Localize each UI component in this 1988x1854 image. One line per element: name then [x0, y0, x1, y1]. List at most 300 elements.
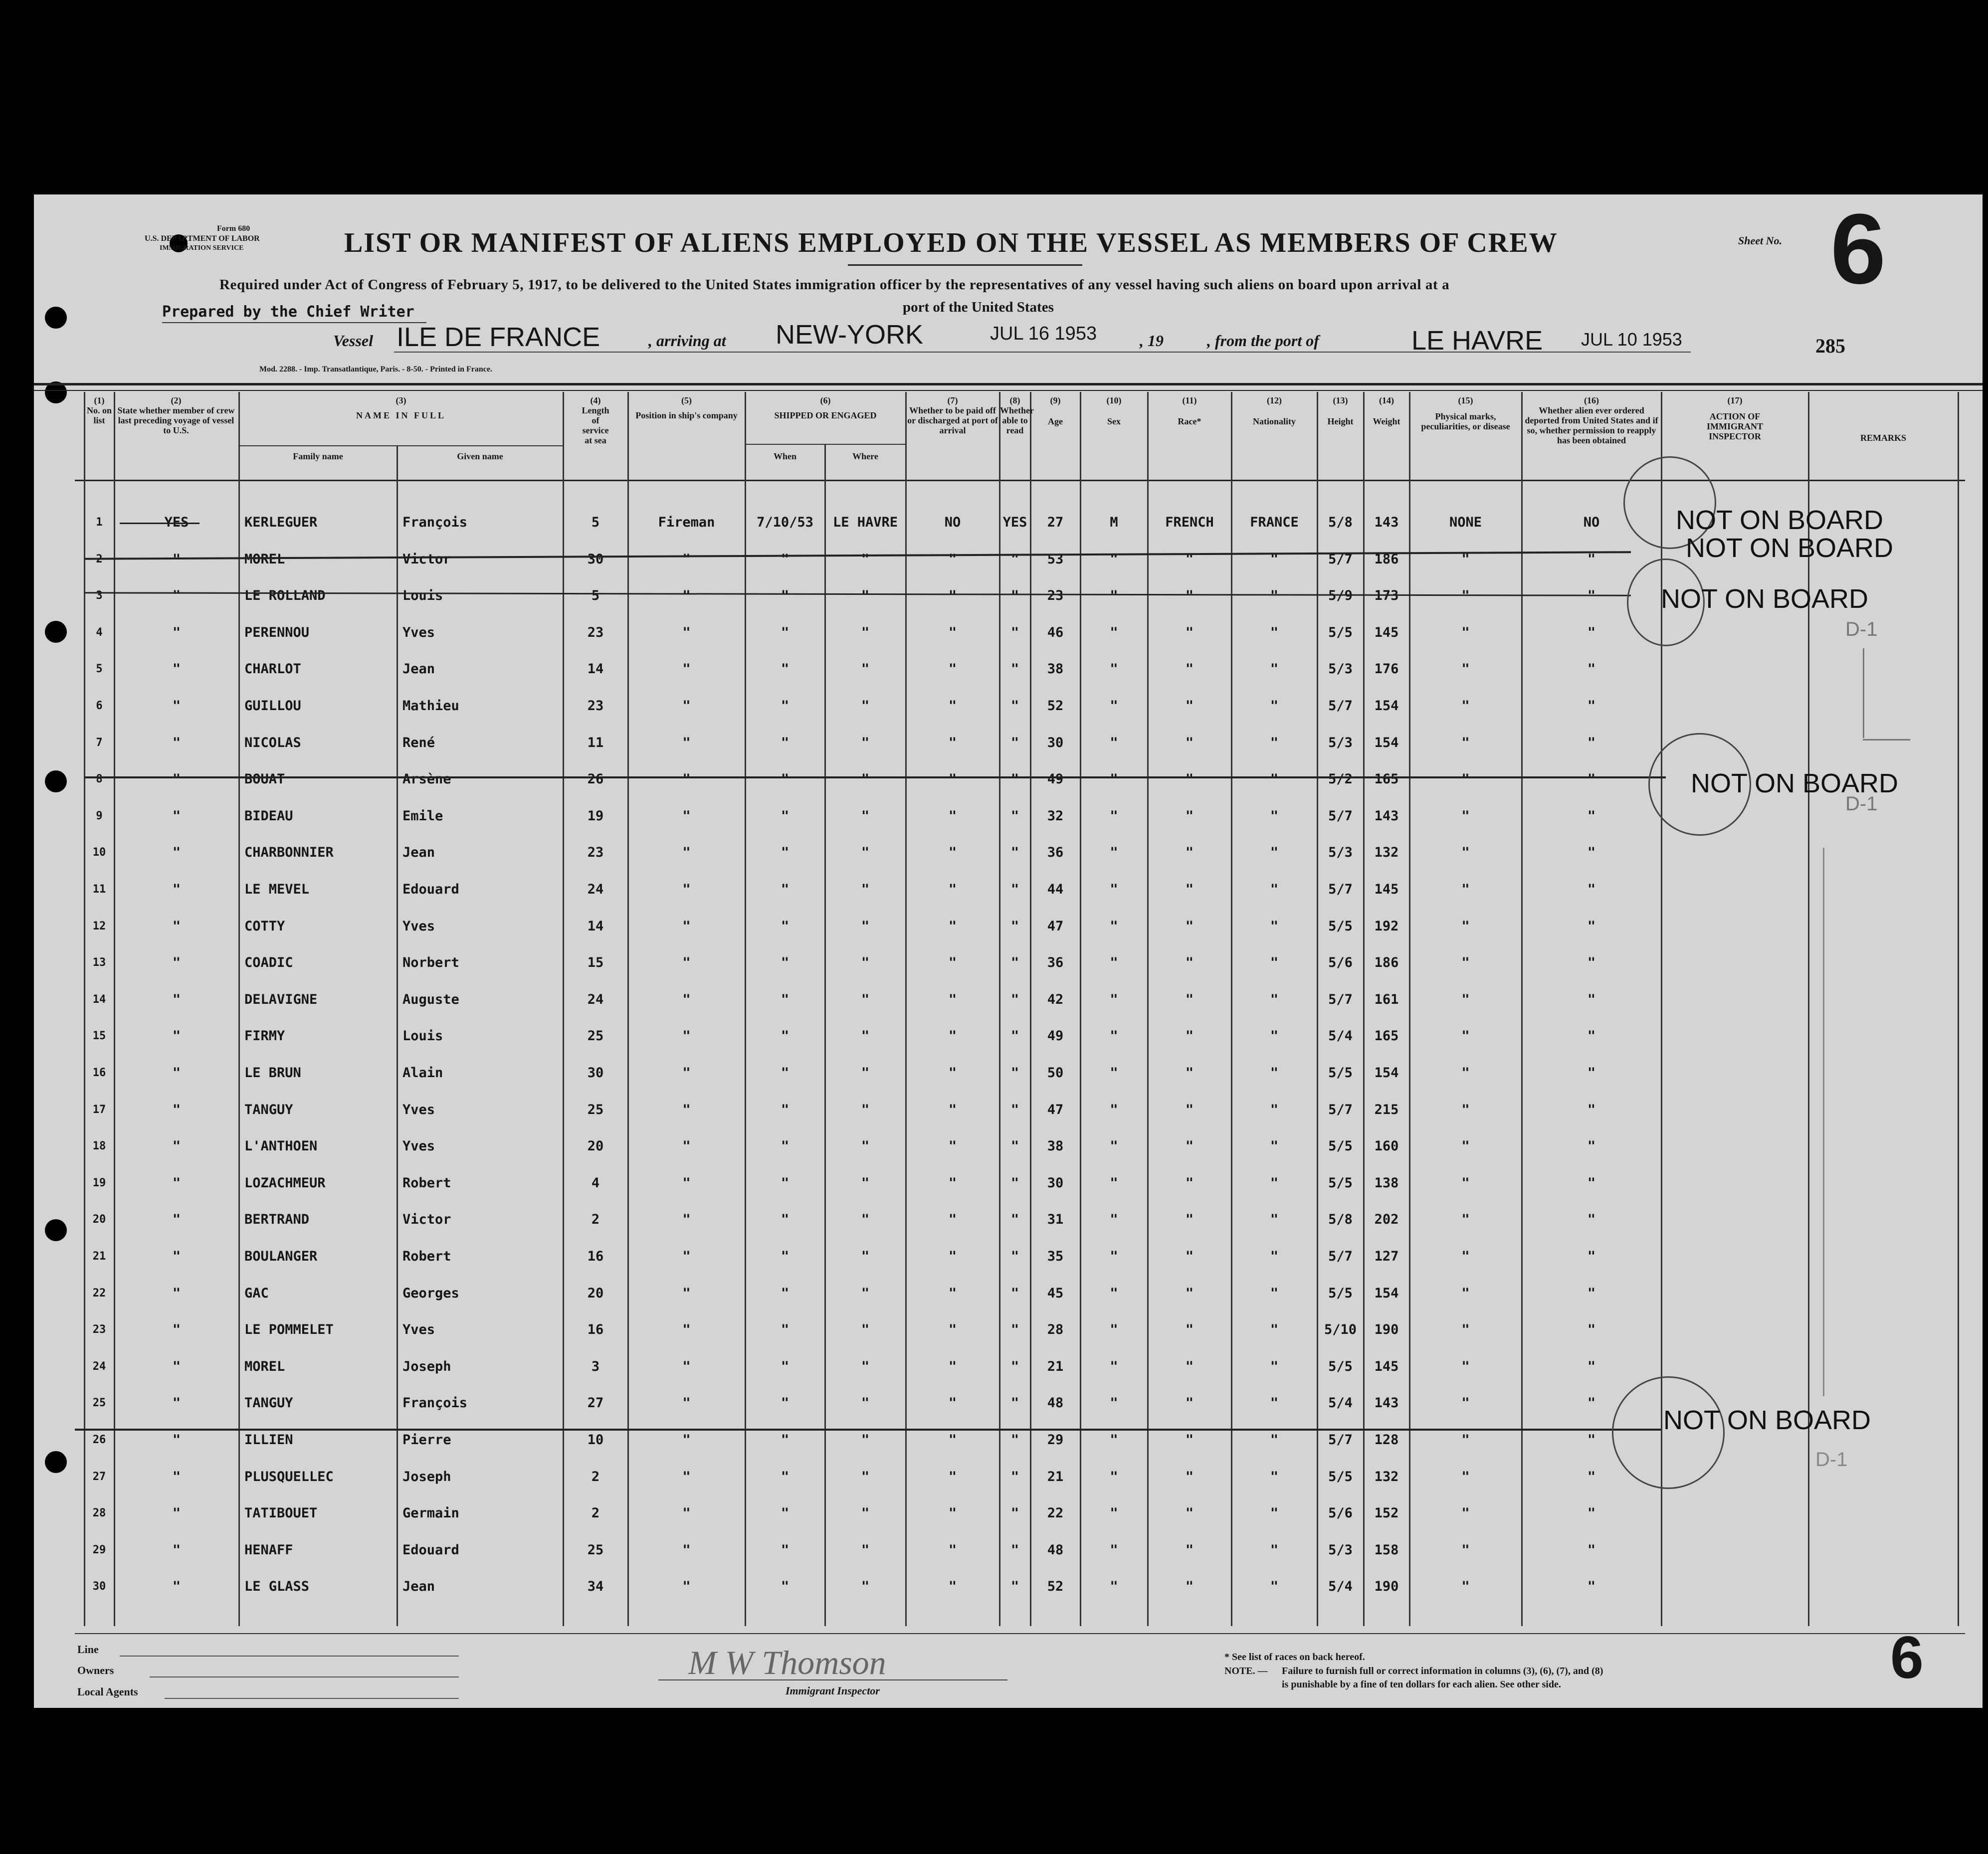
cell-marks: "	[1461, 735, 1470, 750]
col9-header	[1031, 395, 1080, 426]
footer-rule	[165, 1698, 459, 1699]
col8-num: (8)	[1009, 395, 1020, 405]
cell-deported: "	[1587, 1285, 1596, 1301]
cell-given: Robert	[402, 1175, 451, 1191]
cell-when: "	[781, 588, 790, 604]
col6-num: (6)	[820, 395, 831, 405]
cell-height: 5/8	[1328, 1212, 1353, 1228]
footer-rule	[150, 1676, 459, 1677]
cell-nat: "	[1270, 1505, 1279, 1521]
cell-race: "	[1185, 771, 1194, 787]
cell-deported: "	[1587, 845, 1596, 861]
cell-sex: M	[1110, 515, 1118, 530]
col8-header	[1000, 395, 1034, 435]
strike-row-8	[85, 776, 1666, 778]
cell-nat: "	[1270, 1542, 1279, 1558]
cell-prev: "	[172, 1212, 181, 1228]
cell-read: "	[1010, 1285, 1019, 1301]
cell-prev: "	[172, 1102, 181, 1117]
cell-age: 46	[1047, 624, 1064, 640]
cell-position: "	[682, 735, 691, 750]
cell-age: 53	[1047, 551, 1064, 567]
cell-where: "	[861, 698, 870, 714]
cell-when: "	[781, 808, 790, 824]
cell-deported: "	[1587, 1469, 1596, 1484]
cell-family: TANGUY	[244, 1395, 293, 1411]
cell-prev: "	[172, 845, 181, 861]
cell-height: 5/3	[1328, 1542, 1353, 1558]
cell-nat: "	[1270, 918, 1279, 934]
cell-weight: 165	[1374, 771, 1399, 787]
cell-read: "	[1010, 1505, 1019, 1521]
cell-read: "	[1010, 771, 1019, 787]
not-on-board-stamp-2: NOT ON BOARD	[1686, 533, 1894, 563]
cell-race: "	[1185, 1102, 1194, 1117]
cell-family: MOREL	[244, 1358, 285, 1374]
cell-race: "	[1185, 1175, 1194, 1191]
cell-height: 5/5	[1328, 1285, 1353, 1301]
cell-read: "	[1010, 1322, 1019, 1338]
cell-position: "	[682, 955, 691, 971]
cell-deported: "	[1587, 991, 1596, 1007]
cell-marks: "	[1461, 624, 1470, 640]
cell-service: 5	[591, 588, 600, 604]
cell-where: "	[861, 1542, 870, 1558]
cell-when: "	[781, 551, 790, 567]
cell-sex: "	[1110, 918, 1118, 934]
cell-where: "	[861, 808, 870, 824]
cell-marks: "	[1461, 882, 1470, 897]
cell-family: TATIBOUET	[244, 1505, 318, 1521]
strike-row-26	[75, 1429, 1661, 1431]
cell-family: BERTRAND	[244, 1212, 310, 1228]
cell-where: "	[861, 918, 870, 934]
cell-no: 1	[96, 516, 103, 529]
cell-age: 31	[1047, 1212, 1064, 1228]
not-on-board-stamp-4: NOT ON BOARD	[1691, 768, 1899, 798]
department-name: U.S. DEPARTMENT OF LABOR	[145, 234, 260, 243]
cell-nat: "	[1270, 1432, 1279, 1448]
cell-given: Alain	[402, 1065, 443, 1081]
cell-where: "	[861, 955, 870, 971]
col13-header	[1318, 395, 1363, 426]
cell-marks: "	[1461, 1358, 1470, 1374]
cell-weight: 127	[1374, 1249, 1399, 1264]
cell-deported: "	[1587, 1102, 1596, 1117]
cell-deported: "	[1587, 588, 1596, 604]
cell-given: Georges	[402, 1285, 459, 1301]
cell-family: L'ANTHOEN	[244, 1138, 318, 1154]
cell-read: "	[1010, 551, 1019, 567]
cell-weight: 186	[1374, 551, 1399, 567]
cell-given: Edouard	[402, 1542, 459, 1558]
cell-where: "	[861, 1028, 870, 1044]
cell-when: "	[781, 1249, 790, 1264]
cell-prev: "	[172, 882, 181, 897]
cell-when: "	[781, 735, 790, 750]
cell-nat: "	[1270, 771, 1279, 787]
cell-family: HENAFF	[244, 1542, 293, 1558]
cell-family: LE BRUN	[244, 1065, 301, 1081]
cell-race: "	[1185, 1212, 1194, 1228]
cell-sex: "	[1110, 1065, 1118, 1081]
cell-when: "	[781, 1358, 790, 1374]
cell-deported: "	[1587, 624, 1596, 640]
cell-family: GUILLOU	[244, 698, 301, 714]
cell-sex: "	[1110, 1505, 1118, 1521]
cell-no: 30	[92, 1580, 106, 1593]
cell-service: 19	[587, 808, 604, 824]
cell-position: "	[682, 1212, 691, 1228]
punch-hole	[45, 1451, 67, 1473]
cell-where: "	[861, 661, 870, 677]
cell-when: "	[781, 955, 790, 971]
cell-race: "	[1185, 1358, 1194, 1374]
year-prefix: , 19	[1140, 332, 1164, 350]
footer-agents-label: Local Agents	[77, 1685, 138, 1698]
cell-marks: "	[1461, 1138, 1470, 1154]
cell-prev: "	[172, 1322, 181, 1338]
cell-no: 15	[92, 1030, 106, 1043]
col5-label: Position in ship's company	[635, 410, 738, 420]
cell-age: 49	[1047, 1028, 1064, 1044]
cell-when: "	[781, 991, 790, 1007]
cell-sex: "	[1110, 1285, 1118, 1301]
cell-marks: "	[1461, 1102, 1470, 1117]
cell-marks: "	[1461, 1028, 1470, 1044]
cell-given: René	[402, 735, 435, 750]
cell-deported: "	[1587, 1322, 1596, 1338]
cell-weight: 152	[1374, 1505, 1399, 1521]
required-text-line1: Required under Act of Congress of February 5, 1917, to be delivered to the United States immigration officer by the representatives of any vessel having such aliens on board upon arrival at a	[219, 277, 1450, 293]
cell-read: "	[1010, 1579, 1019, 1595]
cell-family: LOZACHMEUR	[244, 1175, 326, 1191]
col1-label: No. on list	[86, 405, 112, 425]
cell-when: "	[781, 1505, 790, 1521]
cell-weight: 215	[1374, 1102, 1399, 1117]
cell-race: "	[1185, 1395, 1194, 1411]
cell-where: "	[861, 1065, 870, 1081]
cell-weight: 143	[1374, 515, 1399, 530]
cell-deported: "	[1587, 771, 1596, 787]
sheet-number: 6	[1830, 193, 1886, 305]
cell-family: LE MEVEL	[244, 882, 310, 897]
cell-position: "	[682, 1432, 691, 1448]
col6-where-header: Where	[852, 451, 878, 461]
cell-prev: "	[172, 991, 181, 1007]
cell-read: "	[1010, 698, 1019, 714]
cell-family: NICOLAS	[244, 735, 301, 750]
cell-family: BOUAT	[244, 771, 285, 787]
cell-read: "	[1010, 1249, 1019, 1264]
cell-service: 30	[587, 1065, 604, 1081]
cell-given: Jean	[402, 661, 435, 677]
cell-where: "	[861, 882, 870, 897]
cell-marks: "	[1461, 661, 1470, 677]
cell-where: "	[861, 1285, 870, 1301]
cell-read: "	[1010, 735, 1019, 750]
cell-sex: "	[1110, 551, 1118, 567]
col4-header	[564, 395, 627, 445]
cell-given: Yves	[402, 1322, 435, 1338]
note-text-1: Failure to furnish full or correct information in columns (3), (6), (7), and (8)	[1282, 1666, 1603, 1676]
cell-nat: "	[1270, 588, 1279, 604]
col1-num: (1)	[94, 395, 105, 405]
name-header-split	[238, 445, 563, 446]
race-note: * See list of races on back hereof.	[1224, 1652, 1365, 1663]
cell-deported: "	[1587, 1432, 1596, 1448]
cell-paid: "	[948, 735, 957, 750]
cell-sex: "	[1110, 1175, 1118, 1191]
cell-where: "	[861, 1505, 870, 1521]
cell-no: 26	[92, 1434, 106, 1446]
cell-race: "	[1185, 735, 1194, 750]
punch-hole	[45, 307, 67, 329]
cell-paid: "	[948, 1028, 957, 1044]
cell-position: "	[682, 1322, 691, 1338]
cell-family: ILLIEN	[244, 1432, 293, 1448]
cell-prev: "	[172, 1138, 181, 1154]
cell-paid: "	[948, 1469, 957, 1484]
footer-rule	[120, 1656, 459, 1657]
col6-header	[746, 395, 905, 420]
cell-no: 9	[96, 809, 103, 822]
cell-paid: "	[948, 1285, 957, 1301]
cell-family: CHARBONNIER	[244, 845, 334, 861]
cell-sex: "	[1110, 882, 1118, 897]
cell-where: "	[861, 1469, 870, 1484]
cell-sex: "	[1110, 1358, 1118, 1374]
col10-num: (10)	[1106, 395, 1122, 405]
cell-position: "	[682, 624, 691, 640]
cell-prev: YES	[164, 515, 189, 530]
cell-age: 21	[1047, 1358, 1064, 1374]
pencil-note: D-1	[1845, 793, 1878, 815]
cell-marks: "	[1461, 1542, 1470, 1558]
cell-sex: "	[1110, 735, 1118, 750]
cell-race: "	[1185, 845, 1194, 861]
cell-weight: 192	[1374, 918, 1399, 934]
cell-age: 28	[1047, 1322, 1064, 1338]
cell-nat: "	[1270, 991, 1279, 1007]
cell-nat: "	[1270, 624, 1279, 640]
col7-header	[906, 395, 999, 435]
cell-height: 5/6	[1328, 1505, 1353, 1521]
cell-paid: "	[948, 698, 957, 714]
col9-num: (9)	[1050, 395, 1061, 405]
cell-given: Pierre	[402, 1432, 451, 1448]
cell-when: 7/10/53	[757, 515, 813, 530]
cell-no: 10	[92, 846, 106, 859]
cell-height: 5/7	[1328, 1102, 1353, 1117]
cell-given: Yves	[402, 624, 435, 640]
cell-deported: "	[1587, 808, 1596, 824]
cell-race: "	[1185, 1542, 1194, 1558]
mod-line: Mod. 2288. - Imp. Transatlantique, Paris. - 8-50. - Printed in France.	[259, 365, 492, 373]
cell-no: 18	[92, 1140, 106, 1153]
cell-marks: "	[1461, 1212, 1470, 1228]
cell-position: "	[682, 1358, 691, 1374]
cell-service: 5	[591, 515, 600, 530]
cell-sex: "	[1110, 1138, 1118, 1154]
cell-race: "	[1185, 1285, 1194, 1301]
cell-family: PLUSQUELLEC	[244, 1469, 334, 1484]
cell-deported: "	[1587, 882, 1596, 897]
cell-read: "	[1010, 1395, 1019, 1411]
col17-num: (17)	[1727, 395, 1743, 405]
cell-paid: "	[948, 1212, 957, 1228]
cell-height: 5/7	[1328, 882, 1353, 897]
cell-nat: "	[1270, 1102, 1279, 1117]
not-on-board-stamp-3: NOT ON BOARD	[1661, 584, 1869, 614]
cell-given: François	[402, 1395, 468, 1411]
cell-marks: "	[1461, 588, 1470, 604]
cell-age: 32	[1047, 808, 1064, 824]
cell-nat: "	[1270, 1065, 1279, 1081]
col13-label: Height	[1327, 416, 1354, 426]
cell-paid: "	[948, 808, 957, 824]
cell-age: 49	[1047, 771, 1064, 787]
cell-prev: "	[172, 551, 181, 567]
required-text-line2: port of the United States	[903, 299, 1054, 315]
cell-no: 7	[96, 736, 103, 749]
cell-weight: 161	[1374, 991, 1399, 1007]
cell-height: 5/7	[1328, 551, 1353, 567]
cell-given: Auguste	[402, 991, 459, 1007]
cell-marks: "	[1461, 991, 1470, 1007]
cell-prev: "	[172, 808, 181, 824]
cell-prev: "	[172, 1469, 181, 1484]
cell-age: 29	[1047, 1432, 1064, 1448]
cell-when: "	[781, 1175, 790, 1191]
cell-deported: "	[1587, 1395, 1596, 1411]
cell-prev: "	[172, 1175, 181, 1191]
cell-paid: "	[948, 624, 957, 640]
cell-marks: "	[1461, 1285, 1470, 1301]
cell-position: "	[682, 808, 691, 824]
col15-label: Physical marks, peculiarities, or disease	[1421, 411, 1510, 431]
cell-when: "	[781, 1322, 790, 1338]
cell-paid: "	[948, 1542, 957, 1558]
cell-nat: "	[1270, 661, 1279, 677]
cell-race: "	[1185, 918, 1194, 934]
cell-sex: "	[1110, 1579, 1118, 1595]
table-bottom-rule	[75, 1633, 1965, 1634]
cell-height: 5/4	[1328, 1579, 1353, 1595]
cell-position: "	[682, 1469, 691, 1484]
cell-position: "	[682, 698, 691, 714]
cell-sex: "	[1110, 1322, 1118, 1338]
col2-label: State whether member of crew last preceding voyage of vessel to U.S.	[117, 405, 235, 435]
cell-given: Edouard	[402, 882, 459, 897]
cell-service: 10	[587, 1432, 604, 1448]
cell-height: 5/5	[1328, 624, 1353, 640]
col10-label: Sex	[1107, 416, 1121, 426]
cell-deported: "	[1587, 735, 1596, 750]
cell-no: 3	[96, 589, 103, 602]
title-underline	[848, 264, 1082, 266]
cell-height: 5/9	[1328, 588, 1353, 604]
cell-paid: "	[948, 1249, 957, 1264]
cell-read: "	[1010, 882, 1019, 897]
cell-marks: "	[1461, 955, 1470, 971]
cell-weight: 186	[1374, 955, 1399, 971]
cell-paid: "	[948, 1065, 957, 1081]
col12-num: (12)	[1267, 395, 1282, 405]
cell-height: 5/5	[1328, 1065, 1353, 1081]
not-on-board-stamp-1: NOT ON BOARD	[1676, 505, 1884, 535]
cell-where: "	[861, 1175, 870, 1191]
col1-header	[85, 395, 114, 425]
cell-deported: "	[1587, 1175, 1596, 1191]
cell-height: 5/4	[1328, 1395, 1353, 1411]
col14-num: (14)	[1379, 395, 1394, 405]
from-label: , from the port of	[1207, 332, 1319, 350]
cell-weight: 128	[1374, 1432, 1399, 1448]
col-rule	[1808, 392, 1809, 1626]
cell-height: 5/5	[1328, 1175, 1353, 1191]
cell-nat: "	[1270, 698, 1279, 714]
cell-read: "	[1010, 1358, 1019, 1374]
cell-sex: "	[1110, 991, 1118, 1007]
form-number: Form 680	[217, 224, 250, 233]
cell-given: Victor	[402, 551, 451, 567]
cell-where: "	[861, 1212, 870, 1228]
col5-header	[628, 395, 745, 420]
cell-deported: "	[1587, 698, 1596, 714]
cell-marks: "	[1461, 771, 1470, 787]
col6-when-header: When	[773, 451, 796, 461]
inspector-label: Immigrant Inspector	[786, 1684, 880, 1697]
cell-read: "	[1010, 1469, 1019, 1484]
col4-label: Length of service at sea	[582, 405, 609, 445]
col17-header	[1662, 395, 1808, 441]
cell-marks: "	[1461, 1505, 1470, 1521]
cell-nat: "	[1270, 1249, 1279, 1264]
strike-row-1	[120, 523, 199, 524]
note-label: NOTE. —	[1224, 1666, 1268, 1676]
cell-marks: "	[1461, 1469, 1470, 1484]
cell-weight: 143	[1374, 1395, 1399, 1411]
cell-age: 38	[1047, 1138, 1064, 1154]
cell-race: "	[1185, 661, 1194, 677]
cell-weight: 132	[1374, 845, 1399, 861]
cell-no: 25	[92, 1397, 106, 1410]
cell-paid: "	[948, 882, 957, 897]
cell-paid: "	[948, 771, 957, 787]
cell-when: "	[781, 882, 790, 897]
cell-service: 23	[587, 845, 604, 861]
cell-weight: 154	[1374, 698, 1399, 714]
cell-race: "	[1185, 624, 1194, 640]
cell-read: "	[1010, 1065, 1019, 1081]
cell-where: "	[861, 1358, 870, 1374]
col11-label: Race*	[1178, 416, 1201, 426]
cell-marks: "	[1461, 1322, 1470, 1338]
cell-read: "	[1010, 624, 1019, 640]
cell-prev: "	[172, 1579, 181, 1595]
cell-prev: "	[172, 1358, 181, 1374]
cell-marks: "	[1461, 918, 1470, 934]
cell-race: "	[1185, 698, 1194, 714]
cell-sex: "	[1110, 1432, 1118, 1448]
cell-sex: "	[1110, 1542, 1118, 1558]
col3-given-header: Given name	[457, 451, 503, 461]
cell-service: 34	[587, 1579, 604, 1595]
cell-race: "	[1185, 1579, 1194, 1595]
cell-height: 5/3	[1328, 735, 1353, 750]
cell-prev: "	[172, 588, 181, 604]
